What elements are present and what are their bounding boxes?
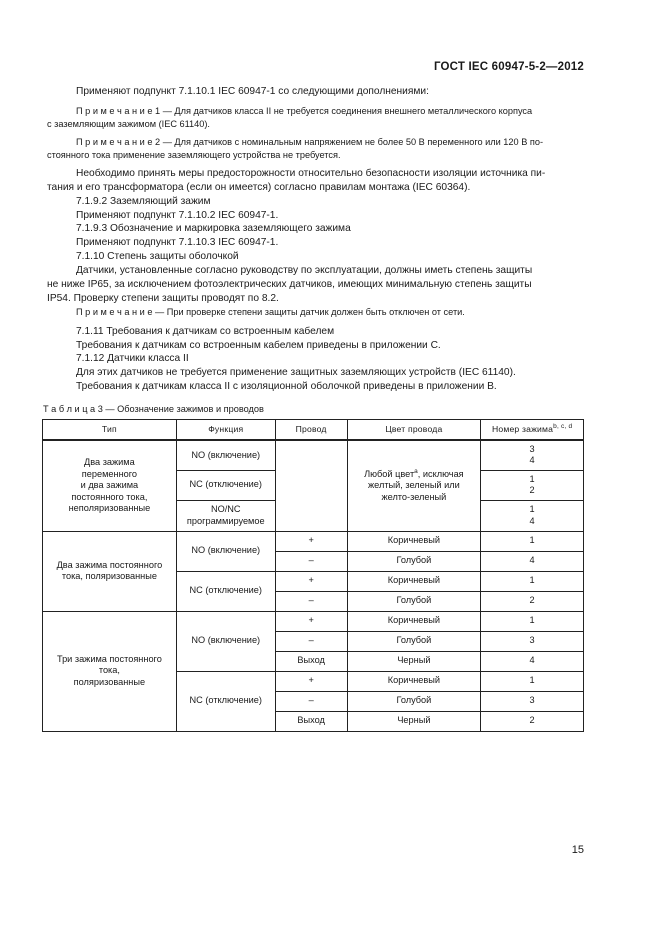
color-cell: Коричневый (347, 531, 481, 551)
g3-type-line: тока, (98, 665, 120, 676)
g1-function: NO (включение) (176, 440, 275, 470)
paragraph-7-1-9-3: Применяют подпункт 7.1.10.3 IEC 60947-1. (76, 237, 279, 248)
note-2-line-2: стоянного тока применение заземляющего устройства не требуется. (47, 149, 341, 160)
color-cell: Голубой (347, 591, 481, 611)
header-terminal-number (481, 420, 584, 441)
terminal-cell: 3 (481, 691, 584, 711)
g1-color-line: , исключая (417, 468, 464, 479)
terminal-number: 1 (529, 504, 535, 514)
g1-terminal (481, 470, 584, 500)
wire-cell: – (275, 691, 347, 711)
terminal-number: 1 (529, 473, 535, 484)
g1-color-line: Любой цвет (364, 468, 415, 479)
color-cell: Голубой (347, 551, 481, 571)
g3-function-nc: NC (отключение) (176, 671, 275, 731)
heading-7-1-11: 7.1.11 Требования к датчикам со встроенным кабелем (76, 326, 335, 337)
terminal-number: 4 (529, 455, 535, 466)
heading-7-1-12: 7.1.12 Датчики класса II (76, 353, 189, 364)
note-1-label: П р и м е ч а н и е (76, 106, 153, 116)
note-2-label: П р и м е ч а н и е (76, 137, 153, 147)
paragraph-7-1-10-line-1: Датчики, установленные согласно руководству по эксплуатации, должны иметь степень защиты (76, 265, 533, 276)
paragraph-7-1-12-a: Для этих датчиков не требуется применение защитных заземляющих устройств (IEC 61140). (76, 367, 516, 378)
note-3-label: П р и м е ч а н и е (76, 307, 153, 317)
heading-7-1-9-3: 7.1.9.3 Обозначение и маркировка заземляющего зажима (76, 223, 351, 234)
wire-cell: + (275, 571, 347, 591)
terminal-cell: 1 (481, 531, 584, 551)
terminal-number: 3 (529, 443, 535, 454)
note-3 (76, 306, 584, 319)
note-1 (47, 105, 584, 131)
color-cell: Коричневый (347, 571, 481, 591)
paragraph-7-1-9-2: Применяют подпункт 7.1.10.2 IEC 60947-1. (76, 210, 279, 221)
paragraph-precautions-line-2: тания и его трансформатора (если он имеется) согласно правилам монтажа (IEC 60364). (47, 182, 471, 193)
wire-cell: – (275, 631, 347, 651)
g1-terminal (481, 440, 584, 470)
document-header: ГОСТ IEC 60947-5-2—2012 (433, 61, 584, 73)
wire-cell: Выход (275, 651, 347, 671)
note-1-line-1 (76, 106, 532, 116)
terminal-cell: 1 (481, 611, 584, 631)
g2-type-line: Два зажима постоянного (56, 559, 163, 570)
paragraph-7-1-10-line-3: IP54. Проверку степени защиты проводят по 8.2. (47, 293, 279, 304)
table-row (43, 611, 584, 631)
terminals-table (42, 419, 584, 732)
table-row (43, 531, 584, 551)
table-row (43, 440, 584, 470)
note-1-text: 1 — Для датчиков класса II не требуется соединения внешнего металлического корпуса (155, 106, 533, 116)
g1-type-line: неполяризованные (68, 503, 151, 513)
g2-type-cell (43, 531, 177, 611)
g1-terminal (481, 500, 584, 531)
table-caption-label: Т а б л и ц а (43, 404, 96, 414)
heading-7-1-10: 7.1.10 Степень защиты оболочкой (76, 251, 239, 262)
paragraph-7-1-11: Требования к датчикам со встроенным кабелем приведены в приложении С. (76, 340, 441, 351)
g1-type-cell (43, 440, 177, 531)
wire-cell: Выход (275, 711, 347, 731)
function-line: NO/NC (210, 504, 241, 514)
g1-color-line: желто-зеленый (381, 491, 447, 502)
note-2-text: 2 — Для датчиков с номинальным напряжением не более 50 В переменного или 120 В по- (155, 137, 544, 147)
g1-color-cell (347, 440, 481, 531)
header-wire: Провод (275, 420, 347, 441)
header-color: Цвет провода (347, 420, 481, 441)
terminal-cell: 1 (481, 571, 584, 591)
header-terminal-label: Номер зажима (491, 423, 554, 434)
heading-7-1-9-2: 7.1.9.2 Заземляющий зажим (76, 196, 211, 207)
paragraph-7-1-10-line-2: не ниже IP65, за исключением фотоэлектрических датчиков, имеющих минимальную степень защиты (47, 279, 532, 290)
terminal-cell: 2 (481, 591, 584, 611)
g1-type-line: и два зажима (80, 480, 139, 490)
color-cell: Черный (347, 651, 481, 671)
g1-color-line: желтый, зеленый или (368, 480, 460, 490)
terminal-cell: 4 (481, 651, 584, 671)
g3-type-line: поляризованные (73, 676, 146, 687)
page-number: 15 (571, 844, 584, 856)
terminal-cell: 4 (481, 551, 584, 571)
paragraph-7-1-10-1: Применяют подпункт 7.1.10.1 IEC 60947-1 со следующими дополнениями: (76, 86, 429, 97)
table-header-row (43, 420, 584, 441)
color-cell: Голубой (347, 631, 481, 651)
wire-cell: + (275, 671, 347, 691)
g1-type-line: постоянного тока, (71, 491, 148, 502)
paragraph-precautions-line-1: Необходимо принять меры предосторожности относительно безопасности изоляции источника пи- (76, 168, 546, 179)
header-type: Тип (43, 420, 177, 441)
color-cell: Голубой (347, 691, 481, 711)
g1-type-line: Два зажима (84, 457, 135, 467)
wire-cell: – (275, 551, 347, 571)
terminal-cell: 2 (481, 711, 584, 731)
g1-function (176, 500, 275, 531)
wire-cell: + (275, 611, 347, 631)
terminal-cell: 3 (481, 631, 584, 651)
note-3-text: — При проверке степени защиты датчик должен быть отключен от сети. (155, 307, 465, 317)
function-line: программируемое (186, 515, 265, 526)
g2-type-line: тока, поляризованные (61, 571, 157, 581)
wire-cell: + (275, 531, 347, 551)
note-1-line-2: с заземляющим зажимом (IEC 61140). (47, 118, 210, 129)
header-terminal-footnotes: b, c, d (553, 422, 573, 430)
wire-cell: – (275, 591, 347, 611)
g2-function-no: NO (включение) (176, 531, 275, 571)
g3-type-cell (43, 611, 177, 731)
terminal-number: 4 (529, 515, 535, 526)
g1-function: NC (отключение) (176, 470, 275, 500)
header-function: Функция (176, 420, 275, 441)
color-cell: Коричневый (347, 611, 481, 631)
terminal-number: 2 (529, 485, 535, 495)
note-2 (47, 136, 584, 162)
color-cell: Коричневый (347, 671, 481, 691)
g3-type-line: Три зажима постоянного (56, 653, 162, 664)
g2-function-nc: NC (отключение) (176, 571, 275, 611)
table-caption (43, 404, 264, 414)
g1-wire-cell (275, 440, 347, 531)
table-caption-text: 3 — Обозначение зажимов и проводов (97, 404, 264, 414)
paragraph-7-1-12-b: Требования к датчикам класса II с изоляционной оболочкой приведены в приложении В. (76, 381, 497, 392)
g1-color-footnote: a (414, 467, 418, 475)
color-cell: Черный (347, 711, 481, 731)
g3-function-no: NO (включение) (176, 611, 275, 671)
g1-type-line: переменного (81, 468, 138, 479)
terminal-cell: 1 (481, 671, 584, 691)
